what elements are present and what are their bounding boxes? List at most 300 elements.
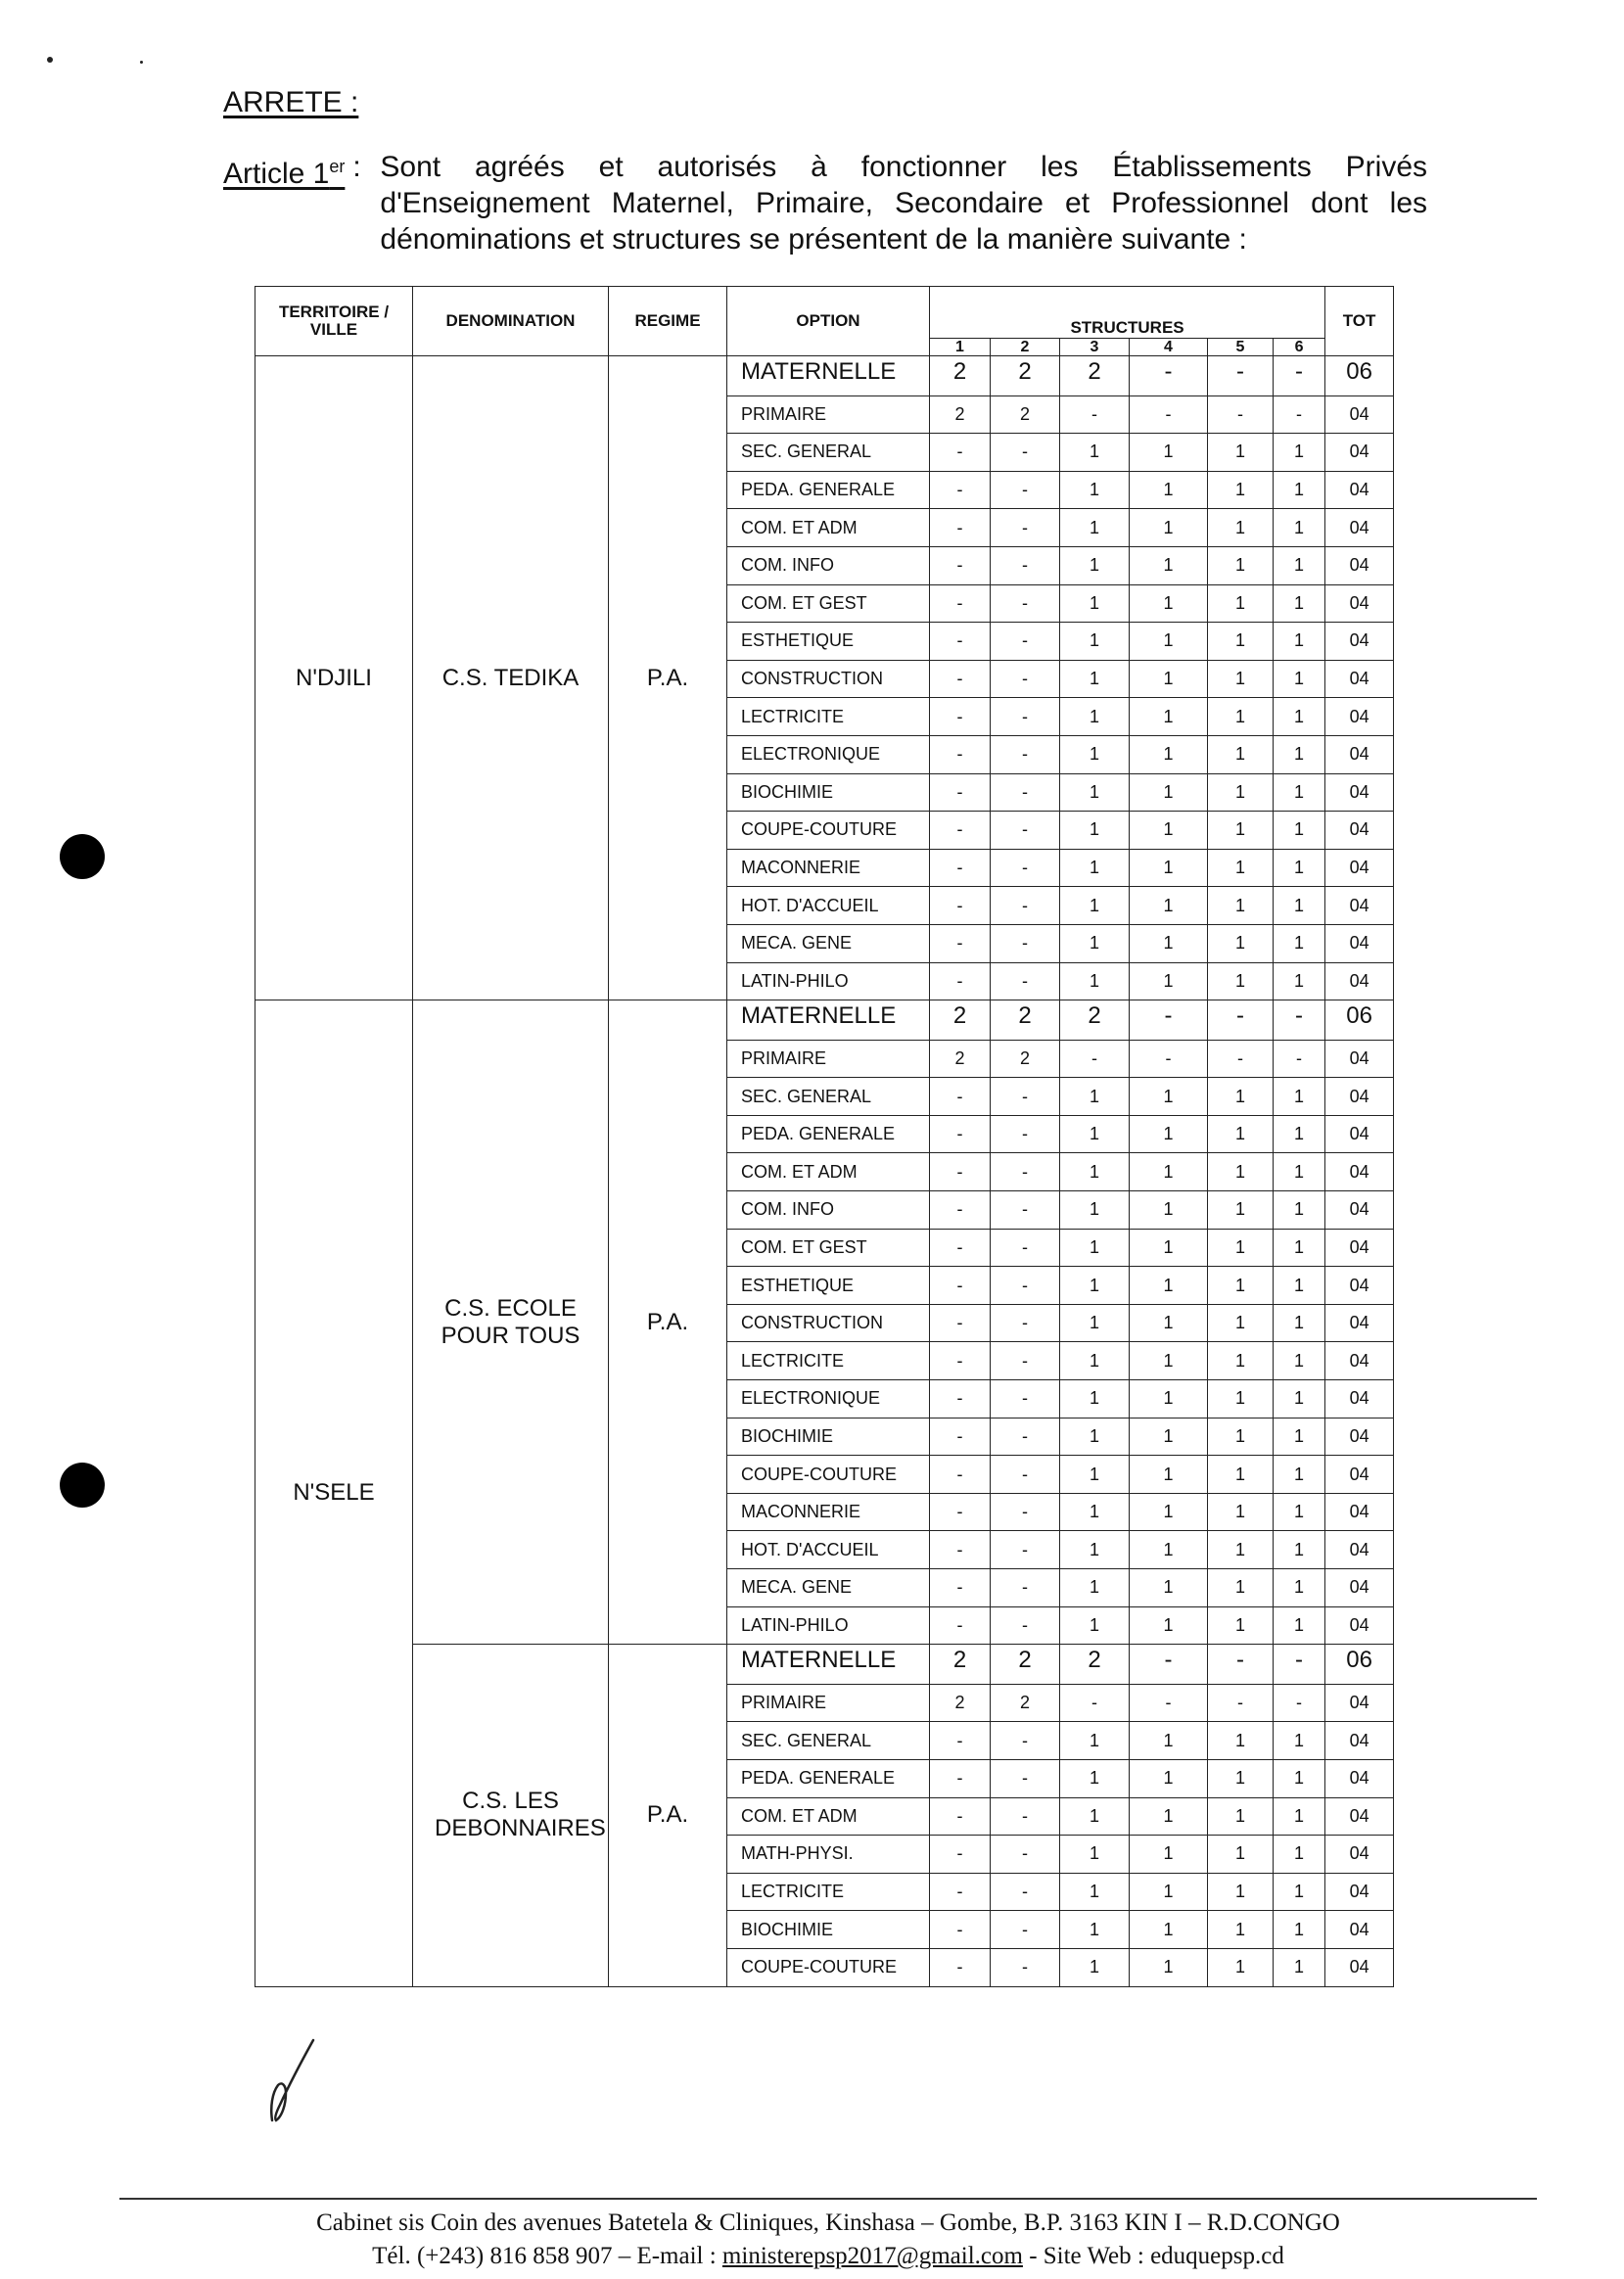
structure-cell-4: 1 xyxy=(1130,1342,1208,1380)
structure-cell-3: 1 xyxy=(1060,1531,1130,1569)
structure-cell-6: 1 xyxy=(1274,887,1325,925)
structure-cell-2: - xyxy=(991,1267,1060,1305)
structure-cell-3: 1 xyxy=(1060,1759,1130,1797)
tot-cell: 04 xyxy=(1325,1418,1394,1456)
tot-cell: 04 xyxy=(1325,698,1394,736)
structure-cell-2: - xyxy=(991,1948,1060,1986)
structure-cell-6: 1 xyxy=(1274,1873,1325,1911)
structure-cell-5: 1 xyxy=(1208,1115,1274,1153)
structure-cell-5: 1 xyxy=(1208,773,1274,812)
tot-cell: 04 xyxy=(1325,509,1394,547)
structure-cell-5: 1 xyxy=(1208,1606,1274,1645)
structure-cell-4: 1 xyxy=(1130,1418,1208,1456)
structure-cell-4: 1 xyxy=(1130,1380,1208,1419)
structure-cell-3: 1 xyxy=(1060,1304,1130,1342)
structure-cell-3: - xyxy=(1060,1684,1130,1722)
header-structure-5: 5 xyxy=(1208,339,1274,356)
tot-cell: 04 xyxy=(1325,1191,1394,1230)
structure-cell-4: - xyxy=(1130,1040,1208,1078)
structure-cell-4: 1 xyxy=(1130,434,1208,472)
option-cell: COM. ET ADM xyxy=(727,1153,930,1191)
structure-cell-6: 1 xyxy=(1274,660,1325,698)
tot-cell: 04 xyxy=(1325,1493,1394,1531)
structure-cell-4: 1 xyxy=(1130,1153,1208,1191)
structure-cell-4: - xyxy=(1130,1000,1208,1041)
option-cell: ESTHETIQUE xyxy=(727,623,930,661)
tot-cell: 04 xyxy=(1325,434,1394,472)
structure-cell-2: - xyxy=(991,1115,1060,1153)
tot-cell: 04 xyxy=(1325,1531,1394,1569)
footer-email-link[interactable]: ministerepsp2017@gmail.com xyxy=(721,2243,1023,2269)
structure-cell-3: 1 xyxy=(1060,1418,1130,1456)
regime-cell: P.A. xyxy=(609,1645,727,1986)
footer-address: Cabinet sis Coin des avenues Batetela & Cliniques, Kinshasa – Gombe, B.P. 3163 KIN I – R.D.CONGO xyxy=(316,2209,1340,2236)
option-cell: BIOCHIMIE xyxy=(727,773,930,812)
structure-cell-5: 1 xyxy=(1208,1342,1274,1380)
table-body xyxy=(255,356,1394,1987)
structure-cell-4: 1 xyxy=(1130,1569,1208,1607)
header-structures: STRUCTURES xyxy=(930,287,1325,339)
structure-cell-2: - xyxy=(991,1722,1060,1760)
structure-cell-1: - xyxy=(930,1115,991,1153)
option-cell: COM. ET ADM xyxy=(727,1797,930,1836)
structure-cell-4: 1 xyxy=(1130,812,1208,850)
structure-cell-5: 1 xyxy=(1208,962,1274,1000)
structure-cell-4: 1 xyxy=(1130,962,1208,1000)
structure-cell-6: 1 xyxy=(1274,849,1325,887)
structure-cell-1: - xyxy=(930,1493,991,1531)
structure-cell-3: 1 xyxy=(1060,1153,1130,1191)
denomination-cell: C.S. LES DEBONNAIRES xyxy=(413,1645,609,1986)
structure-cell-4: 1 xyxy=(1130,1078,1208,1116)
option-cell: MATERNELLE xyxy=(727,356,930,396)
tot-cell: 04 xyxy=(1325,1115,1394,1153)
structure-cell-1: - xyxy=(930,887,991,925)
structure-cell-4: 1 xyxy=(1130,1873,1208,1911)
structure-cell-3: 2 xyxy=(1060,1645,1130,1685)
tot-cell: 04 xyxy=(1325,849,1394,887)
structure-cell-3: 1 xyxy=(1060,471,1130,509)
structure-cell-4: 1 xyxy=(1130,546,1208,584)
structure-cell-2: - xyxy=(991,812,1060,850)
structure-cell-2: - xyxy=(991,1606,1060,1645)
structure-cell-1: - xyxy=(930,1304,991,1342)
structure-cell-3: 1 xyxy=(1060,434,1130,472)
structure-cell-2: - xyxy=(991,623,1060,661)
structure-cell-5: 1 xyxy=(1208,1191,1274,1230)
option-cell: MATERNELLE xyxy=(727,1645,930,1685)
structure-cell-4: 1 xyxy=(1130,1722,1208,1760)
structure-cell-5: 1 xyxy=(1208,1722,1274,1760)
structure-cell-6: 1 xyxy=(1274,1304,1325,1342)
structure-cell-4: 1 xyxy=(1130,1456,1208,1494)
structure-cell-1: - xyxy=(930,1797,991,1836)
structure-cell-3: 1 xyxy=(1060,812,1130,850)
structure-cell-3: 1 xyxy=(1060,1797,1130,1836)
structure-cell-2: - xyxy=(991,1342,1060,1380)
option-cell: COUPE-COUTURE xyxy=(727,812,930,850)
structure-cell-5: - xyxy=(1208,395,1274,434)
structure-cell-6: 1 xyxy=(1274,924,1325,962)
structure-cell-3: - xyxy=(1060,1040,1130,1078)
structure-cell-5: 1 xyxy=(1208,735,1274,773)
header-row xyxy=(255,287,1394,339)
option-cell: PRIMAIRE xyxy=(727,1040,930,1078)
tot-cell: 04 xyxy=(1325,471,1394,509)
structure-cell-1: - xyxy=(930,1722,991,1760)
structure-cell-4: 1 xyxy=(1130,471,1208,509)
article-1 xyxy=(223,149,1427,257)
structure-cell-5: 1 xyxy=(1208,1948,1274,1986)
structure-cell-4: 1 xyxy=(1130,1531,1208,1569)
structure-cell-2: - xyxy=(991,698,1060,736)
structure-cell-5: 1 xyxy=(1208,1456,1274,1494)
tot-cell: 04 xyxy=(1325,1836,1394,1874)
structure-cell-5: 1 xyxy=(1208,1569,1274,1607)
structure-cell-3: 1 xyxy=(1060,1948,1130,1986)
structure-cell-4: 1 xyxy=(1130,1836,1208,1874)
structure-cell-3: 1 xyxy=(1060,735,1130,773)
scan-speck xyxy=(47,57,53,63)
footer-website: - Site Web : eduquepsp.cd xyxy=(1022,2243,1284,2269)
option-cell: PRIMAIRE xyxy=(727,1684,930,1722)
structure-cell-6: 1 xyxy=(1274,1153,1325,1191)
structure-cell-6: 1 xyxy=(1274,509,1325,547)
structure-cell-5: 1 xyxy=(1208,1531,1274,1569)
structure-cell-1: - xyxy=(930,546,991,584)
tot-cell: 04 xyxy=(1325,1229,1394,1267)
option-cell: MATERNELLE xyxy=(727,1000,930,1041)
option-cell: LECTRICITE xyxy=(727,1873,930,1911)
structure-cell-4: 1 xyxy=(1130,1191,1208,1230)
option-cell: LATIN-PHILO xyxy=(727,1606,930,1645)
structure-cell-6: 1 xyxy=(1274,812,1325,850)
structure-cell-4: 1 xyxy=(1130,1948,1208,1986)
structure-cell-4: 1 xyxy=(1130,1304,1208,1342)
footer-phone: Tél. (+243) 816 858 907 – E-mail : xyxy=(372,2243,722,2269)
tot-cell: 04 xyxy=(1325,812,1394,850)
structure-cell-6: 1 xyxy=(1274,1191,1325,1230)
structure-cell-6: 1 xyxy=(1274,962,1325,1000)
structure-cell-6: 1 xyxy=(1274,735,1325,773)
tot-cell: 04 xyxy=(1325,1456,1394,1494)
structure-cell-5: - xyxy=(1208,356,1274,396)
option-cell: HOT. D'ACCUEIL xyxy=(727,1531,930,1569)
structure-cell-2: - xyxy=(991,1380,1060,1419)
option-cell: MECA. GENE xyxy=(727,924,930,962)
structure-cell-6: 1 xyxy=(1274,1456,1325,1494)
structure-cell-6: 1 xyxy=(1274,1911,1325,1949)
structure-cell-6: 1 xyxy=(1274,584,1325,623)
option-cell: LECTRICITE xyxy=(727,698,930,736)
structure-cell-5: 1 xyxy=(1208,1797,1274,1836)
structure-cell-1: - xyxy=(930,1911,991,1949)
tot-cell: 04 xyxy=(1325,1569,1394,1607)
structure-cell-3: 1 xyxy=(1060,1722,1130,1760)
structure-cell-2: - xyxy=(991,1873,1060,1911)
structure-cell-6: - xyxy=(1274,356,1325,396)
option-cell: COM. ET ADM xyxy=(727,509,930,547)
tot-cell: 04 xyxy=(1325,1380,1394,1419)
structure-cell-5: 1 xyxy=(1208,623,1274,661)
structure-cell-6: - xyxy=(1274,395,1325,434)
tot-cell: 04 xyxy=(1325,1684,1394,1722)
structure-cell-4: 1 xyxy=(1130,773,1208,812)
structure-cell-4: 1 xyxy=(1130,698,1208,736)
structure-cell-5: 1 xyxy=(1208,1759,1274,1797)
structure-cell-2: - xyxy=(991,546,1060,584)
structure-cell-2: - xyxy=(991,1911,1060,1949)
structure-cell-1: 2 xyxy=(930,395,991,434)
structure-cell-3: 1 xyxy=(1060,546,1130,584)
structure-cell-6: 1 xyxy=(1274,471,1325,509)
option-cell: MATH-PHYSI. xyxy=(727,1836,930,1874)
structure-cell-4: 1 xyxy=(1130,1229,1208,1267)
structure-cell-6: 1 xyxy=(1274,623,1325,661)
option-cell: CONSTRUCTION xyxy=(727,1304,930,1342)
option-cell: COM. ET GEST xyxy=(727,1229,930,1267)
structure-cell-1: - xyxy=(930,698,991,736)
structure-cell-5: 1 xyxy=(1208,584,1274,623)
table-row xyxy=(255,356,1394,396)
structure-cell-1: - xyxy=(930,1418,991,1456)
structure-cell-5: 1 xyxy=(1208,812,1274,850)
footer xyxy=(119,2207,1537,2273)
structure-cell-2: 2 xyxy=(991,1000,1060,1041)
structure-cell-6: 1 xyxy=(1274,1722,1325,1760)
regime-cell: P.A. xyxy=(609,356,727,1000)
structure-cell-3: 1 xyxy=(1060,849,1130,887)
tot-cell: 04 xyxy=(1325,1759,1394,1797)
option-cell: BIOCHIMIE xyxy=(727,1418,930,1456)
structure-cell-1: - xyxy=(930,1380,991,1419)
structure-cell-1: 2 xyxy=(930,1645,991,1685)
structure-cell-4: 1 xyxy=(1130,623,1208,661)
structure-cell-3: 1 xyxy=(1060,1873,1130,1911)
header-structure-6: 6 xyxy=(1274,339,1325,356)
structure-cell-2: - xyxy=(991,434,1060,472)
tot-cell: 04 xyxy=(1325,1153,1394,1191)
tot-cell: 04 xyxy=(1325,1267,1394,1305)
structure-cell-1: - xyxy=(930,1873,991,1911)
article-text: Sont agréés et autorisés à fonctionner les Établissements Privés d'Enseignement Maternel, Primaire, Secondaire et Professionnel dont les dénominations et structures se présentent de la manière suivante : xyxy=(380,151,1427,256)
option-cell: BIOCHIMIE xyxy=(727,1911,930,1949)
option-cell: COUPE-COUTURE xyxy=(727,1456,930,1494)
tot-cell: 06 xyxy=(1325,356,1394,396)
structure-cell-1: - xyxy=(930,924,991,962)
scan-speck xyxy=(140,61,143,64)
option-cell: SEC. GENERAL xyxy=(727,434,930,472)
structure-cell-3: 1 xyxy=(1060,1267,1130,1305)
structure-cell-6: 1 xyxy=(1274,1797,1325,1836)
structure-cell-1: - xyxy=(930,584,991,623)
structure-cell-6: 1 xyxy=(1274,1078,1325,1116)
structure-cell-6: 1 xyxy=(1274,1606,1325,1645)
structure-cell-5: - xyxy=(1208,1000,1274,1041)
structure-cell-4: 1 xyxy=(1130,1797,1208,1836)
table-row xyxy=(255,1645,1394,1685)
tot-cell: 04 xyxy=(1325,1342,1394,1380)
structure-cell-1: - xyxy=(930,1759,991,1797)
option-cell: PEDA. GENERALE xyxy=(727,471,930,509)
structure-cell-3: 1 xyxy=(1060,660,1130,698)
structure-cell-3: 1 xyxy=(1060,1911,1130,1949)
structure-cell-3: 1 xyxy=(1060,887,1130,925)
structure-cell-6: 1 xyxy=(1274,546,1325,584)
structure-cell-1: - xyxy=(930,812,991,850)
option-cell: ELECTRONIQUE xyxy=(727,1380,930,1419)
option-cell: COM. ET GEST xyxy=(727,584,930,623)
structure-cell-5: 1 xyxy=(1208,698,1274,736)
structure-cell-2: - xyxy=(991,471,1060,509)
tot-cell: 04 xyxy=(1325,962,1394,1000)
tot-cell: 04 xyxy=(1325,1040,1394,1078)
footer-rule xyxy=(119,2198,1537,2200)
structure-cell-3: 1 xyxy=(1060,1078,1130,1116)
option-cell: PEDA. GENERALE xyxy=(727,1759,930,1797)
structure-cell-1: - xyxy=(930,434,991,472)
structure-cell-3: 1 xyxy=(1060,924,1130,962)
tot-cell: 04 xyxy=(1325,735,1394,773)
tot-cell: 06 xyxy=(1325,1000,1394,1041)
structure-cell-3: 1 xyxy=(1060,1569,1130,1607)
structure-cell-4: 1 xyxy=(1130,1606,1208,1645)
structure-cell-6: 1 xyxy=(1274,1948,1325,1986)
structure-cell-4: 1 xyxy=(1130,735,1208,773)
article-colon: : xyxy=(352,151,361,183)
option-cell: COM. INFO xyxy=(727,1191,930,1230)
structure-cell-1: - xyxy=(930,509,991,547)
structure-cell-6: 1 xyxy=(1274,1380,1325,1419)
structure-cell-3: - xyxy=(1060,395,1130,434)
structure-cell-6: - xyxy=(1274,1645,1325,1685)
structure-cell-2: - xyxy=(991,1456,1060,1494)
structure-cell-4: - xyxy=(1130,1684,1208,1722)
header-territoire: TERRITOIRE / VILLE xyxy=(255,287,413,356)
structure-cell-2: - xyxy=(991,1759,1060,1797)
structure-cell-6: 1 xyxy=(1274,434,1325,472)
structure-cell-1: 2 xyxy=(930,1040,991,1078)
structure-cell-4: 1 xyxy=(1130,1759,1208,1797)
structure-cell-1: - xyxy=(930,1267,991,1305)
tot-cell: 04 xyxy=(1325,546,1394,584)
structure-cell-5: 1 xyxy=(1208,509,1274,547)
structure-cell-6: 1 xyxy=(1274,1342,1325,1380)
tot-cell: 04 xyxy=(1325,1873,1394,1911)
tot-cell: 04 xyxy=(1325,660,1394,698)
structure-cell-1: - xyxy=(930,1836,991,1874)
structure-cell-2: - xyxy=(991,887,1060,925)
structure-cell-2: - xyxy=(991,509,1060,547)
structure-cell-3: 2 xyxy=(1060,1000,1130,1041)
structure-cell-5: 1 xyxy=(1208,546,1274,584)
structure-cell-4: 1 xyxy=(1130,924,1208,962)
tot-cell: 04 xyxy=(1325,1911,1394,1949)
territoire-cell: N'SELE xyxy=(255,1000,413,1986)
tot-cell: 04 xyxy=(1325,1948,1394,1986)
structure-cell-4: 1 xyxy=(1130,849,1208,887)
structure-cell-2: - xyxy=(991,584,1060,623)
structure-cell-4: 1 xyxy=(1130,1115,1208,1153)
structure-cell-3: 1 xyxy=(1060,1342,1130,1380)
article-label-sup: er xyxy=(329,157,346,176)
structure-cell-1: - xyxy=(930,849,991,887)
punch-hole xyxy=(60,1463,105,1508)
structure-cell-6: - xyxy=(1274,1040,1325,1078)
structure-cell-4: 1 xyxy=(1130,509,1208,547)
option-cell: HOT. D'ACCUEIL xyxy=(727,887,930,925)
option-cell: ELECTRONIQUE xyxy=(727,735,930,773)
structure-cell-6: 1 xyxy=(1274,1267,1325,1305)
structure-cell-1: - xyxy=(930,1948,991,1986)
structure-cell-2: - xyxy=(991,1191,1060,1230)
structure-cell-6: 1 xyxy=(1274,1569,1325,1607)
structure-cell-5: - xyxy=(1208,1645,1274,1685)
header-structure-4: 4 xyxy=(1130,339,1208,356)
structure-cell-4: 1 xyxy=(1130,1267,1208,1305)
structure-cell-2: - xyxy=(991,1304,1060,1342)
structure-cell-6: - xyxy=(1274,1684,1325,1722)
structure-cell-6: 1 xyxy=(1274,773,1325,812)
structure-cell-1: - xyxy=(930,773,991,812)
header-structure-2: 2 xyxy=(991,339,1060,356)
header-regime: REGIME xyxy=(609,287,727,356)
header-structure-3: 3 xyxy=(1060,339,1130,356)
option-cell: MACONNERIE xyxy=(727,1493,930,1531)
structure-cell-3: 1 xyxy=(1060,962,1130,1000)
tot-cell: 04 xyxy=(1325,1606,1394,1645)
option-cell: CONSTRUCTION xyxy=(727,660,930,698)
structure-cell-1: 2 xyxy=(930,1000,991,1041)
structure-cell-5: 1 xyxy=(1208,1873,1274,1911)
structure-cell-5: 1 xyxy=(1208,1493,1274,1531)
structure-cell-5: - xyxy=(1208,1040,1274,1078)
header-option: OPTION xyxy=(727,287,930,356)
structure-cell-5: 1 xyxy=(1208,1078,1274,1116)
tot-cell: 04 xyxy=(1325,584,1394,623)
option-cell: SEC. GENERAL xyxy=(727,1078,930,1116)
structure-cell-4: 1 xyxy=(1130,887,1208,925)
structure-cell-3: 1 xyxy=(1060,1606,1130,1645)
structure-cell-4: 1 xyxy=(1130,584,1208,623)
tot-cell: 04 xyxy=(1325,773,1394,812)
structure-cell-2: 2 xyxy=(991,356,1060,396)
structure-cell-2: 2 xyxy=(991,395,1060,434)
tot-cell: 04 xyxy=(1325,1078,1394,1116)
tot-cell: 04 xyxy=(1325,1304,1394,1342)
structure-cell-3: 1 xyxy=(1060,1229,1130,1267)
structure-cell-3: 1 xyxy=(1060,1836,1130,1874)
tot-cell: 04 xyxy=(1325,1797,1394,1836)
tot-cell: 04 xyxy=(1325,887,1394,925)
structure-cell-3: 1 xyxy=(1060,584,1130,623)
structure-cell-4: - xyxy=(1130,356,1208,396)
structure-cell-2: - xyxy=(991,660,1060,698)
structure-cell-3: 1 xyxy=(1060,1191,1130,1230)
structure-cell-3: 1 xyxy=(1060,773,1130,812)
structure-cell-6: 1 xyxy=(1274,1531,1325,1569)
structure-cell-2: - xyxy=(991,1418,1060,1456)
structure-cell-3: 1 xyxy=(1060,509,1130,547)
structure-cell-2: - xyxy=(991,1078,1060,1116)
structure-cell-1: - xyxy=(930,660,991,698)
option-cell: LECTRICITE xyxy=(727,1342,930,1380)
option-cell: ESTHETIQUE xyxy=(727,1267,930,1305)
structure-cell-5: 1 xyxy=(1208,887,1274,925)
structure-cell-2: - xyxy=(991,1229,1060,1267)
tot-cell: 04 xyxy=(1325,395,1394,434)
structure-cell-6: 1 xyxy=(1274,1418,1325,1456)
